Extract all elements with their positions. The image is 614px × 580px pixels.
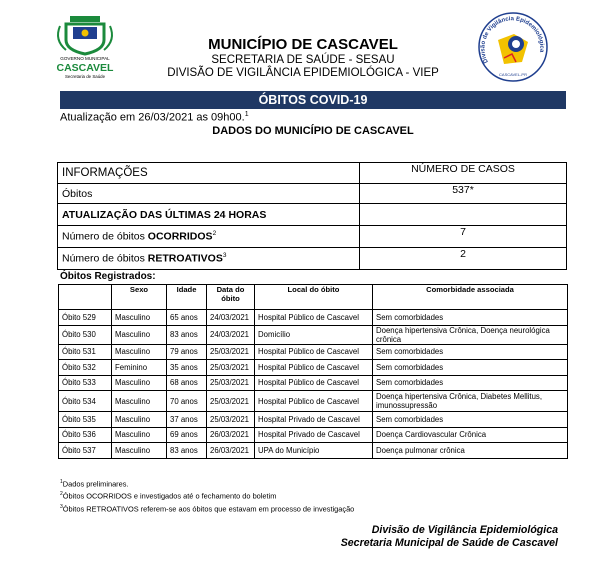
cell-place: Hospital Público de Cascavel: [255, 391, 373, 412]
update-timestamp: [60, 111, 249, 124]
ocorridos-value: 7: [360, 226, 567, 248]
cell-place: Hospital Público de Cascavel: [255, 344, 373, 360]
footnote-2-text: Óbitos OCORRIDOS e investigados até o fechamento do boletim: [62, 491, 277, 501]
ocorridos-label: [58, 226, 360, 248]
cell-age: 35 anos: [167, 360, 207, 376]
cell-age: 69 anos: [167, 427, 207, 443]
col-sex: Sexo: [112, 285, 167, 310]
obitos-value: 537*: [360, 184, 567, 204]
cell-place: Hospital Público de Cascavel: [255, 310, 373, 326]
summary-table: [57, 162, 567, 270]
cell-date: 26/03/2021: [207, 427, 255, 443]
deaths-table: [58, 284, 568, 459]
cell-sex: Masculino: [112, 427, 167, 443]
cell-place: Hospital Público de Cascavel: [255, 375, 373, 391]
summary-col-count: NÚMERO DE CASOS: [360, 163, 567, 184]
viep-logo-text: Divisão de Vigilância Epidemiológica: [480, 16, 545, 64]
cell-id: Óbito 529: [59, 310, 112, 326]
table-row: [59, 325, 568, 344]
cell-date: 25/03/2021: [207, 375, 255, 391]
summary-header-row: [58, 163, 567, 184]
col-comorbidity: Comorbidade associada: [373, 285, 568, 310]
table-row: [59, 443, 568, 459]
cell-id: Óbito 533: [59, 375, 112, 391]
col-id: [59, 285, 112, 310]
col-date: Data do óbito: [207, 285, 255, 310]
municipal-logo: [40, 12, 130, 80]
cell-sex: Masculino: [112, 325, 167, 344]
retroativos-value: 2: [360, 248, 567, 270]
cell-sex: Masculino: [112, 310, 167, 326]
cell-id: Óbito 531: [59, 344, 112, 360]
cell-age: 68 anos: [167, 375, 207, 391]
cell-age: 70 anos: [167, 391, 207, 412]
obitos-label: Óbitos: [58, 184, 360, 204]
cell-comorbidity: Doença hipertensiva Crônica, Diabetes Mellitus, imunossupressão: [373, 391, 568, 412]
update-text: Atualização em 26/03/2021 as 09h00.: [60, 111, 245, 124]
table-row: [59, 344, 568, 360]
cell-id: Óbito 532: [59, 360, 112, 376]
deaths-body: [59, 310, 568, 459]
retro-prefix: Número de óbitos: [62, 252, 148, 265]
cell-comorbidity: Sem comorbidades: [373, 412, 568, 428]
cell-date: 26/03/2021: [207, 443, 255, 459]
coat-of-arms-icon: [40, 12, 130, 80]
cell-age: 83 anos: [167, 325, 207, 344]
summary-col-info: INFORMAÇÕES: [58, 163, 360, 184]
footnote-3-text: Óbitos RETROATIVOS referem-se aos óbitos que estavam em processo de investigação: [62, 504, 355, 514]
cell-sex: Masculino: [112, 443, 167, 459]
cell-place: UPA do Município: [255, 443, 373, 459]
cell-sex: Masculino: [112, 344, 167, 360]
summary-row-obitos: [58, 184, 567, 204]
footnote-3: [60, 502, 354, 514]
cell-age: 37 anos: [167, 412, 207, 428]
table-row: [59, 360, 568, 376]
footnotes: [60, 477, 354, 514]
retro-bold: RETROATIVOS: [147, 252, 223, 265]
cell-sex: Feminino: [112, 360, 167, 376]
ocorridos-prefix: Número de óbitos: [62, 230, 148, 243]
cell-comorbidity: Doença Cardiovascular Crônica: [373, 427, 568, 443]
table-row: [59, 310, 568, 326]
cell-place: Hospital Privado de Cascavel: [255, 412, 373, 428]
cell-id: Óbito 535: [59, 412, 112, 428]
table-row: [59, 391, 568, 412]
footer-signature: [300, 524, 558, 550]
header-secretariat: SECRETARIA DE SAÚDE - SESAU: [211, 54, 395, 66]
logo-gov-text: GOVERNO MUNICIPAL: [60, 56, 110, 61]
table-row: [59, 375, 568, 391]
logo-city-text: CASCAVEL: [56, 62, 114, 74]
cell-id: Óbito 534: [59, 391, 112, 412]
deaths-header-row: [59, 285, 568, 310]
footnote-1-text: Dados preliminares.: [62, 479, 129, 489]
retroativos-label: [58, 248, 360, 270]
cell-date: 25/03/2021: [207, 360, 255, 376]
header-division: DIVISÃO DE VIGILÂNCIA EPIDEMIOLÓGICA - VIEP: [167, 67, 439, 79]
cell-comorbidity: Sem comorbidades: [373, 310, 568, 326]
cell-comorbidity: Sem comorbidades: [373, 375, 568, 391]
cell-sex: Masculino: [112, 412, 167, 428]
footnote-3-ref: 3: [60, 503, 63, 510]
cell-age: 79 anos: [167, 344, 207, 360]
table-row: [59, 427, 568, 443]
cell-sex: Masculino: [112, 375, 167, 391]
update-footnote-ref: 1: [244, 111, 249, 118]
cell-sex: Masculino: [112, 391, 167, 412]
viep-logo: [476, 10, 550, 84]
cell-date: 25/03/2021: [207, 391, 255, 412]
subtitle: DADOS DO MUNICÍPIO DE CASCAVEL: [212, 125, 414, 137]
last24-label: ATUALIZAÇÃO DAS ÚLTIMAS 24 HORAS: [58, 204, 360, 226]
footer-line-2: Secretaria Municipal de Saúde de Cascavel: [340, 537, 558, 549]
cell-id: Óbito 530: [59, 325, 112, 344]
ocorridos-bold: OCORRIDOS: [147, 230, 213, 243]
registered-label: Óbitos Registrados:: [60, 271, 156, 282]
footer-line-1: Divisão de Vigilância Epidemiológica: [371, 524, 558, 536]
col-place: Local do óbito: [255, 285, 373, 310]
last24-value: [360, 204, 567, 226]
page-title: MUNICÍPIO DE CASCAVEL: [208, 36, 398, 53]
ocorridos-footnote-ref: 2: [212, 230, 217, 238]
viep-logo-city: CASCAVEL-PR: [499, 72, 527, 77]
cell-date: 24/03/2021: [207, 310, 255, 326]
cell-comorbidity: Doença pulmonar crônica: [373, 443, 568, 459]
table-row: [59, 412, 568, 428]
retro-footnote-ref: 3: [222, 252, 227, 260]
cell-comorbidity: Doença hipertensiva Crônica, Doença neurológica crônica: [373, 325, 568, 344]
footnote-2-ref: 2: [60, 491, 63, 498]
cell-id: Óbito 537: [59, 443, 112, 459]
cell-age: 65 anos: [167, 310, 207, 326]
summary-row-retroativos: [58, 248, 567, 270]
cell-comorbidity: Sem comorbidades: [373, 344, 568, 360]
col-age: Idade: [167, 285, 207, 310]
cell-id: Óbito 536: [59, 427, 112, 443]
summary-row-ocorridos: [58, 226, 567, 248]
summary-row-last24: [58, 204, 567, 226]
cell-date: 25/03/2021: [207, 344, 255, 360]
footnote-2: [60, 489, 354, 501]
cell-age: 83 anos: [167, 443, 207, 459]
logo-dept-text: Secretaria de Saúde: [64, 74, 106, 79]
cell-date: 24/03/2021: [207, 325, 255, 344]
footnote-1-ref: 1: [60, 479, 63, 485]
cell-place: Domicílio: [255, 325, 373, 344]
viep-emblem-icon: [476, 10, 550, 84]
footnote-1: [60, 477, 354, 489]
section-banner: ÓBITOS COVID-19: [60, 91, 566, 109]
cell-comorbidity: Sem comorbidades: [373, 360, 568, 376]
cell-place: Hospital Privado de Cascavel: [255, 427, 373, 443]
cell-date: 25/03/2021: [207, 412, 255, 428]
cell-place: Hospital Público de Cascavel: [255, 360, 373, 376]
